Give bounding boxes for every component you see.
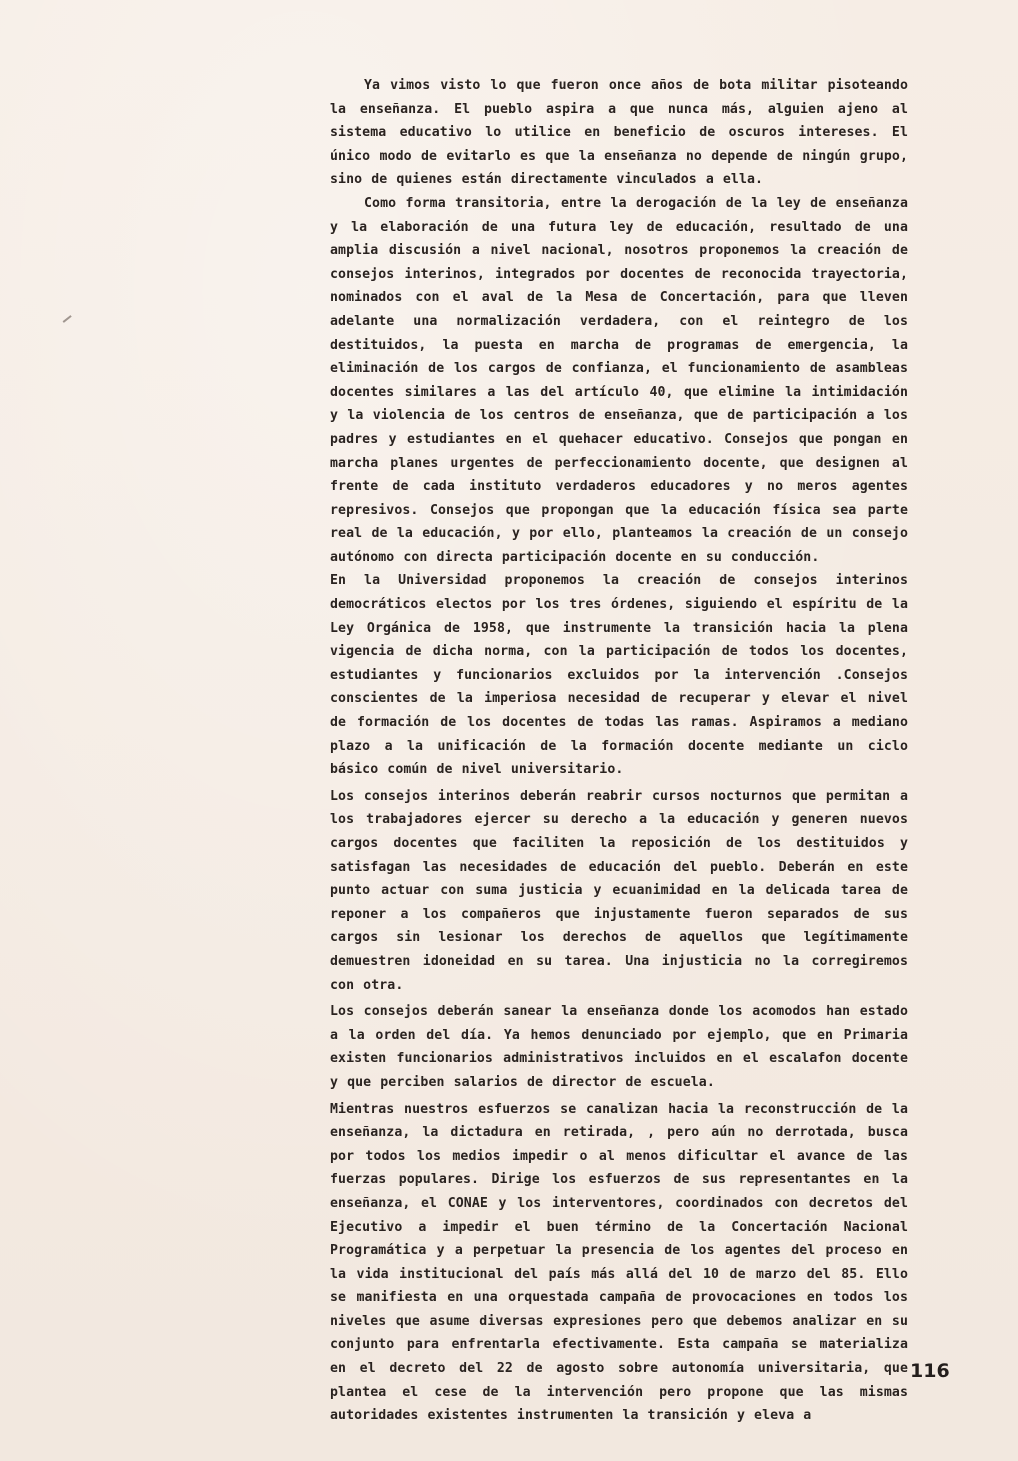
page-number: 116: [910, 1360, 950, 1382]
paragraph-4: Los consejos interinos deberán reabrir cursos nocturnos que permitan a los trabajadores ejercer su derecho a la educación y generen nuevos cargos docentes que faciliten la reposición de los destituidos y satisfagan las necesidades de educación del pueblo. Deberán en este punto actuar con suma justicia y ecuanimidad en la delicada tarea de reponer a los compañeros que injustamente fueron separados de sus cargos sin lesionar los derechos de aquellos que legítimamente demuestren idoneidad en su tarea. Una injusticia no la corregiremos con otra.: [330, 788, 908, 993]
paragraph-3: En la Universidad proponemos la creación de consejos interinos democráticos electos por los tres órdenes, siguiendo el espíritu de la Ley Orgánica de 1958, que instrumente la transición hacia la plena vigencia de dicha norma, con la participación de todos los docentes, estudiantes y funcionarios excluidos por la intervención .Consejos conscientes de la imperiosa necesidad de recuperar y elevar el nivel de formación de los docentes de todas las ramas. Aspiramos a mediano plazo a la unificación de la formación docente mediante un ciclo básico común de nivel universitario.: [330, 573, 908, 778]
paragraph-2: Como forma transitoria, entre la derogación de la ley de enseñanza y la elaboración de una futura ley de educación, resultado de una amplia discusión a nivel nacional, nosotros proponemos la creación de consejos interinos, integrados por docentes de reconocida trayectoria, nominados con el aval de la Mesa de Concertación, para que lleven adelante una normalización verdadera, con el reintegro de los destituidos, la puesta en marcha de programas de emergencia, la eliminación de los cargos de confianza, el funcionamiento de asambleas docentes similares a las del artículo 40, que elimine la intimidación y la violencia de los centros de enseñanza, que de participación a los padres y estudiantes en el quehacer educativo. Consejos que pongan en marcha planes urgentes de perfeccionamiento docente, que designen al frente de cada instituto verdaderos educadores y no meros agentes represivos. Consejos que propongan que la educación física sea parte real de la educación, y por ello, planteamos la creación de un consejo autónomo con directa participación docente en su conducción.: [330, 195, 908, 565]
body-text: [330, 74, 908, 1428]
pencil-mark: [63, 315, 72, 322]
paragraph-6: Mientras nuestros esfuerzos se canalizan hacia la reconstrucción de la enseñanza, la dictadura en retirada, , pero aún no derrotada, busca por todos los medios impedir o al menos dificultar el avance de las fuerzas populares. Dirige los esfuerzos de sus representantes en la enseñanza, el CONAE y los interventores, coordinados con decretos del Ejecutivo a impedir el buen término de la Concertación Nacional Programática y a perpetuar la presencia de los agentes del proceso en la vida institucional del país más allá del 10 de marzo del 85. Ello se manifiesta en una orquestada campaña de provocaciones en todos los niveles que asume diversas expresiones pero que debemos analizar en su conjunto para enfrentarla efectivamente. Esta campaña se materializa en el decreto del 22 de agosto sobre autonomía universitaria, que plantea el cese de la intervención pero propone que las mismas autoridades existentes instrumenten la transición y eleva a: [330, 1101, 908, 1424]
paragraph-1: Ya vimos visto lo que fueron once años de bota militar pisoteando la enseñanza. El pueblo aspira a que nunca más, alguien ajeno al sistema educativo lo utilice en beneficio de oscuros intereses. El único modo de evitarlo es que la enseñanza no depende de ningún grupo, sino de quienes están directamente vinculados a ella.: [330, 78, 908, 188]
paragraph-5: Los consejos deberán sanear la enseñanza donde los acomodos han estado a la orden del día. Ya hemos denunciado por ejemplo, que en Primaria existen funcionarios administrativos incluidos en el escalafon docente y que perciben salarios de director de escuela.: [330, 1004, 908, 1090]
